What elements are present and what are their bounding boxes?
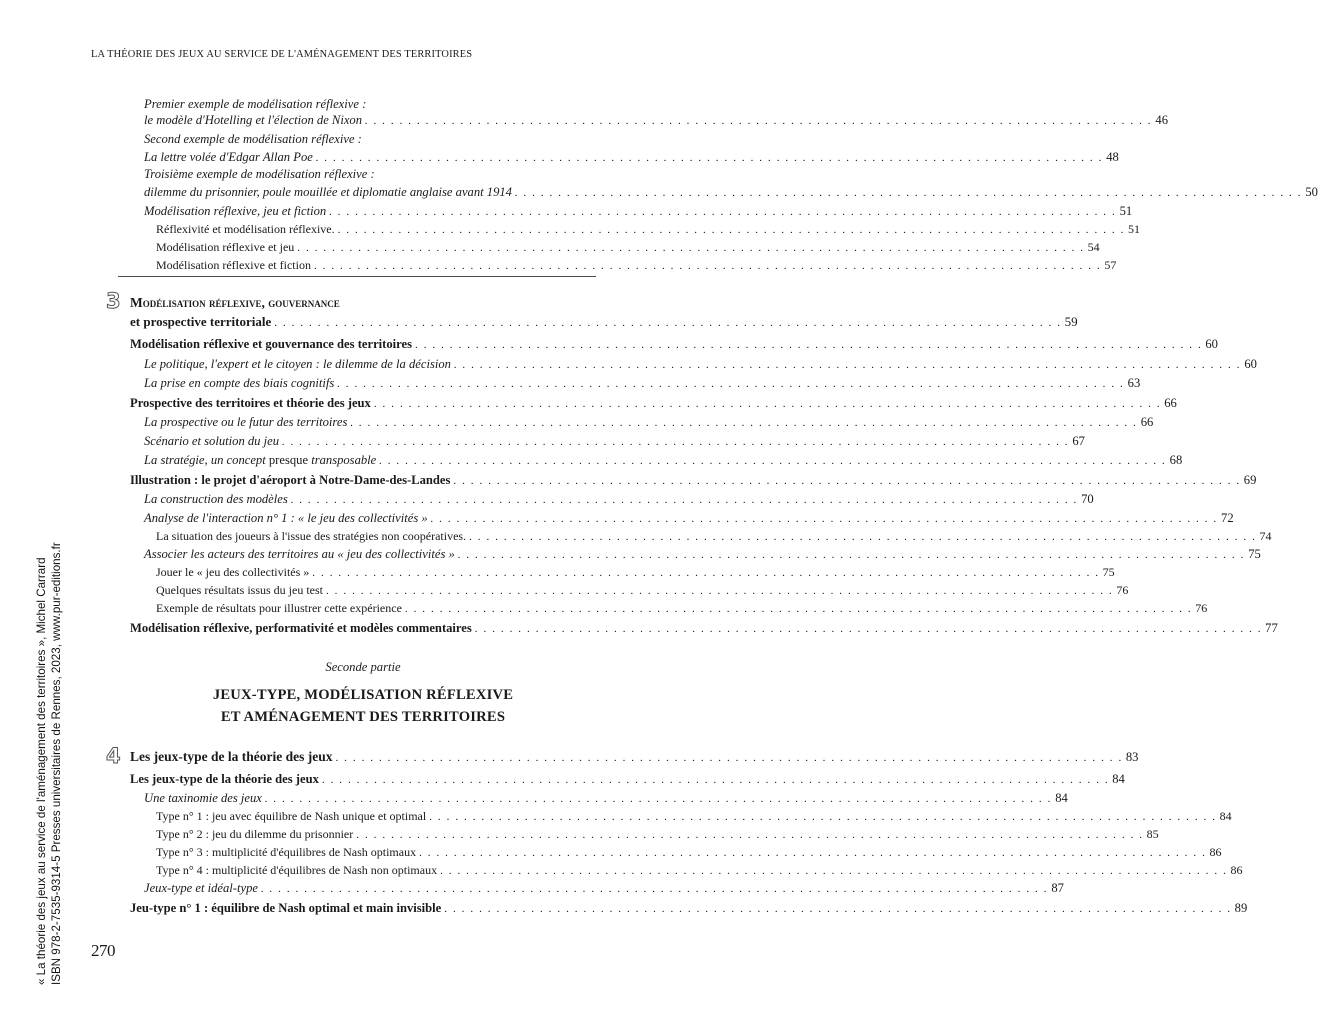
toc-entry-page: 57 bbox=[1104, 258, 1117, 272]
toc-entry-title: La situation des joueurs à l'issue des stratégies non coopératives. bbox=[156, 529, 467, 543]
toc-entry-page: 66 bbox=[1140, 415, 1154, 429]
toc-entry-page: 85 bbox=[1146, 827, 1159, 841]
leader-dots bbox=[297, 240, 1084, 256]
toc-entry-page: 54 bbox=[1087, 240, 1100, 254]
toc-entry-title: Type n° 4 : multiplicité d'équilibres de Nash non optimaux bbox=[156, 863, 438, 877]
toc-entry[interactable] bbox=[156, 257, 1117, 274]
chapter-title: Les jeux-type de la théorie des jeux bbox=[130, 749, 333, 764]
leader-dots bbox=[314, 258, 1101, 274]
toc-entry[interactable] bbox=[144, 880, 1064, 897]
toc-entry-title: La prospective ou le futur des territoires bbox=[144, 415, 348, 429]
part-title-line1: JEUX-TYPE, MODÉLISATION RÉFLEXIVE bbox=[212, 687, 514, 703]
toc-entry[interactable] bbox=[144, 452, 1183, 469]
toc-entry-page: 48 bbox=[1106, 150, 1119, 164]
side-note-line2: ISBN 978-2-7535-9314-5 Presses universitaires de Rennes, 2023, www.pur-editions.fr bbox=[50, 542, 63, 985]
leader-dots bbox=[265, 791, 1052, 807]
toc-entry[interactable] bbox=[156, 844, 1222, 861]
toc-entry[interactable] bbox=[130, 620, 1278, 637]
toc-entry-title: Modélisation réflexive, jeu et fiction bbox=[144, 204, 327, 218]
toc-entry[interactable] bbox=[144, 546, 1261, 563]
part-title-line2: ET AMÉNAGEMENT DES TERRITOIRES bbox=[220, 709, 506, 725]
toc-entry-page: 50 bbox=[1305, 185, 1318, 199]
page-number: 270 bbox=[91, 941, 115, 960]
toc-entry-page: 75 bbox=[1102, 565, 1115, 579]
toc-entry[interactable] bbox=[130, 472, 1257, 489]
toc-entry-title: Scénario et solution du jeu bbox=[144, 434, 280, 448]
leader-dots bbox=[405, 601, 1192, 617]
leader-dots bbox=[475, 621, 1262, 637]
toc-entry[interactable] bbox=[130, 336, 1218, 353]
toc-entry-title: Type n° 3 : multiplicité d'équilibres de Nash optimaux bbox=[156, 845, 417, 859]
toc-entry[interactable] bbox=[144, 149, 1119, 166]
toc-entry-title: Quelques résultats issus du jeu test bbox=[156, 583, 323, 597]
toc-entry-title: Jouer le « jeu des collectivités » bbox=[156, 565, 310, 579]
toc-entry-page: 70 bbox=[1081, 492, 1094, 506]
toc-entry[interactable] bbox=[156, 528, 1272, 545]
leader-dots bbox=[429, 809, 1216, 825]
toc-entry[interactable] bbox=[156, 862, 1243, 879]
title-part: La stratégie, un concept bbox=[144, 453, 269, 467]
toc-entry-page: 60 bbox=[1205, 337, 1218, 351]
toc-entry[interactable] bbox=[130, 749, 1139, 766]
toc-entry-page: 69 bbox=[1243, 473, 1257, 487]
toc-entry-page: 74 bbox=[1259, 529, 1272, 543]
toc-entry[interactable] bbox=[144, 375, 1141, 392]
toc-entry-title: Illustration : le projet d'aéroport à Notre-Dame-des-Landes bbox=[130, 473, 451, 487]
toc-entry-page: 67 bbox=[1072, 434, 1085, 448]
toc-entry-title: Type n° 1 : jeu avec équilibre de Nash unique et optimal bbox=[156, 809, 427, 823]
title-part: presque bbox=[268, 453, 309, 467]
toc-entry[interactable] bbox=[156, 564, 1115, 581]
toc-entry[interactable] bbox=[130, 771, 1125, 788]
toc-entry[interactable] bbox=[130, 314, 1078, 331]
leader-dots bbox=[282, 434, 1069, 450]
toc-entry-page: 68 bbox=[1169, 453, 1183, 467]
toc-entry[interactable] bbox=[144, 491, 1094, 508]
chapter-title-line2: et prospective territoriale bbox=[130, 314, 272, 329]
toc-entry-title: Analyse de l'interaction n° 1 : « le jeu des collectivités » bbox=[144, 511, 428, 525]
side-copyright-note bbox=[34, 542, 64, 985]
toc-entry-page: 76 bbox=[1116, 583, 1129, 597]
toc-entry-page: 46 bbox=[1155, 113, 1168, 127]
toc-entry-page: 83 bbox=[1125, 750, 1139, 764]
toc-entry-page: 76 bbox=[1195, 601, 1208, 615]
toc-pre-line: Second exemple de modélisation réflexive : bbox=[144, 132, 362, 146]
toc-pre-line: Troisième exemple de modélisation réflexive : bbox=[144, 167, 375, 181]
toc-entry-title: Les jeux-type de la théorie des jeux bbox=[130, 772, 319, 786]
toc-entry-title: Prospective des territoires et théorie des jeux bbox=[130, 396, 371, 410]
toc-entry[interactable] bbox=[156, 239, 1100, 256]
toc-entry-title: La lettre volée d'Edgar Allan Poe bbox=[144, 150, 313, 164]
toc-entry-page: 84 bbox=[1219, 809, 1232, 823]
toc-entry-page: 87 bbox=[1051, 881, 1064, 895]
toc-entry-title: Exemple de résultats pour illustrer cette expérience bbox=[156, 601, 402, 615]
leader-dots bbox=[419, 845, 1206, 861]
toc-entry-page: 89 bbox=[1234, 901, 1248, 915]
side-note-line1: « La théorie des jeux au service de l'aménagement des territoires », Michel Carrard bbox=[35, 557, 48, 985]
toc-entry-title bbox=[144, 452, 376, 468]
leader-dots bbox=[415, 337, 1202, 353]
toc-entry-title: Associer les acteurs des territoires au « jeu des collectivités » bbox=[144, 547, 455, 561]
leader-dots bbox=[335, 750, 1122, 766]
toc-entry-page: 86 bbox=[1209, 845, 1222, 859]
chapter-title[interactable] bbox=[130, 295, 340, 311]
leader-dots bbox=[312, 565, 1099, 581]
leader-dots bbox=[329, 204, 1116, 220]
toc-entry[interactable] bbox=[144, 790, 1068, 807]
toc-entry-page: 77 bbox=[1265, 621, 1278, 635]
toc-pre-line: Premier exemple de modélisation réflexive : bbox=[144, 97, 367, 111]
toc-entry[interactable] bbox=[130, 395, 1177, 412]
toc-entry[interactable] bbox=[144, 356, 1257, 373]
toc-entry-title: Une taxinomie des jeux bbox=[144, 791, 262, 805]
running-header: LA THÉORIE DES JEUX AU SERVICE DE L'AMÉNAGEMENT DES TERRITOIRES bbox=[91, 49, 473, 60]
toc-entry[interactable] bbox=[156, 826, 1159, 843]
toc-entry-title: Le politique, l'expert et le citoyen : le dilemme de la décision bbox=[144, 357, 451, 371]
toc-entry-page: 84 bbox=[1055, 791, 1068, 805]
leader-dots bbox=[338, 222, 1125, 238]
toc-entry-page: 63 bbox=[1127, 376, 1141, 390]
toc-entry-title: dilemme du prisonnier, poule mouillée et diplomatie anglaise avant 1914 bbox=[144, 185, 512, 199]
leader-dots bbox=[365, 113, 1152, 129]
toc-entry-title: Jeux-type et idéal-type bbox=[144, 881, 258, 895]
part-label: Seconde partie bbox=[325, 660, 401, 674]
leader-dots bbox=[440, 863, 1227, 879]
toc-entry[interactable] bbox=[156, 582, 1129, 599]
toc-entry[interactable] bbox=[144, 112, 1168, 129]
leader-dots bbox=[379, 453, 1166, 469]
leader-dots bbox=[458, 547, 1245, 563]
toc-entry-page: 51 bbox=[1127, 222, 1140, 236]
toc-entry-title: Modélisation réflexive et gouvernance des territoires bbox=[130, 337, 412, 351]
toc-entry[interactable] bbox=[144, 414, 1154, 431]
leader-dots bbox=[374, 396, 1161, 412]
leader-dots bbox=[469, 529, 1256, 545]
chapter-title-line1: Modélisation réflexive, gouvernance bbox=[130, 295, 340, 310]
toc-entry[interactable] bbox=[144, 510, 1234, 527]
leader-dots bbox=[515, 185, 1302, 201]
toc-entry-title: le modèle d'Hotelling et l'élection de Nixon bbox=[144, 113, 363, 127]
leader-dots bbox=[453, 473, 1240, 489]
leader-dots bbox=[350, 415, 1137, 431]
leader-dots bbox=[261, 881, 1048, 897]
toc-entry-title: La prise en compte des biais cognitifs bbox=[144, 376, 335, 390]
toc-entry-page: 86 bbox=[1230, 863, 1243, 877]
toc-entry-title: Type n° 2 : jeu du dilemme du prisonnier bbox=[156, 827, 354, 841]
leader-dots bbox=[291, 492, 1078, 508]
toc-entry-title: Modélisation réflexive et jeu bbox=[156, 240, 295, 254]
leader-dots bbox=[454, 357, 1241, 373]
toc-entry-page: 75 bbox=[1248, 547, 1261, 561]
toc-entry[interactable] bbox=[144, 184, 1318, 201]
toc-entry-page: 72 bbox=[1221, 511, 1234, 525]
toc-entry-page: 66 bbox=[1164, 396, 1177, 410]
toc-entry-page: 59 bbox=[1064, 314, 1078, 329]
toc-entry-title: La construction des modèles bbox=[144, 492, 288, 506]
toc-entry[interactable] bbox=[156, 808, 1232, 825]
leader-dots bbox=[326, 583, 1113, 599]
toc-entry[interactable] bbox=[144, 203, 1133, 220]
leader-dots bbox=[356, 827, 1143, 843]
toc-entry-title: Modélisation réflexive et fiction bbox=[156, 258, 311, 272]
leader-dots bbox=[274, 315, 1061, 331]
toc-entry-title: Réflexivité et modélisation réflexive. bbox=[156, 222, 335, 236]
toc-entry-page: 84 bbox=[1112, 772, 1125, 786]
leader-dots bbox=[431, 511, 1218, 527]
chapter-number: 3 bbox=[106, 289, 121, 313]
title-part: transposable bbox=[308, 453, 377, 467]
leader-dots bbox=[444, 901, 1231, 917]
toc-entry-page: 60 bbox=[1244, 357, 1257, 371]
toc-entry[interactable] bbox=[156, 221, 1140, 238]
toc-entry-title: Jeu-type n° 1 : équilibre de Nash optimal et main invisible bbox=[130, 901, 442, 915]
toc-entry[interactable] bbox=[130, 900, 1248, 917]
chapter-number: 4 bbox=[106, 744, 121, 768]
toc-entry-title: Modélisation réflexive, performativité et modèles commentaires bbox=[130, 621, 472, 635]
leader-dots bbox=[316, 150, 1103, 166]
toc-entry[interactable] bbox=[144, 433, 1085, 450]
leader-dots bbox=[322, 772, 1109, 788]
toc-entry-page: 51 bbox=[1119, 204, 1133, 218]
toc-entry[interactable] bbox=[156, 600, 1208, 617]
divider bbox=[118, 276, 596, 277]
leader-dots bbox=[337, 376, 1124, 392]
